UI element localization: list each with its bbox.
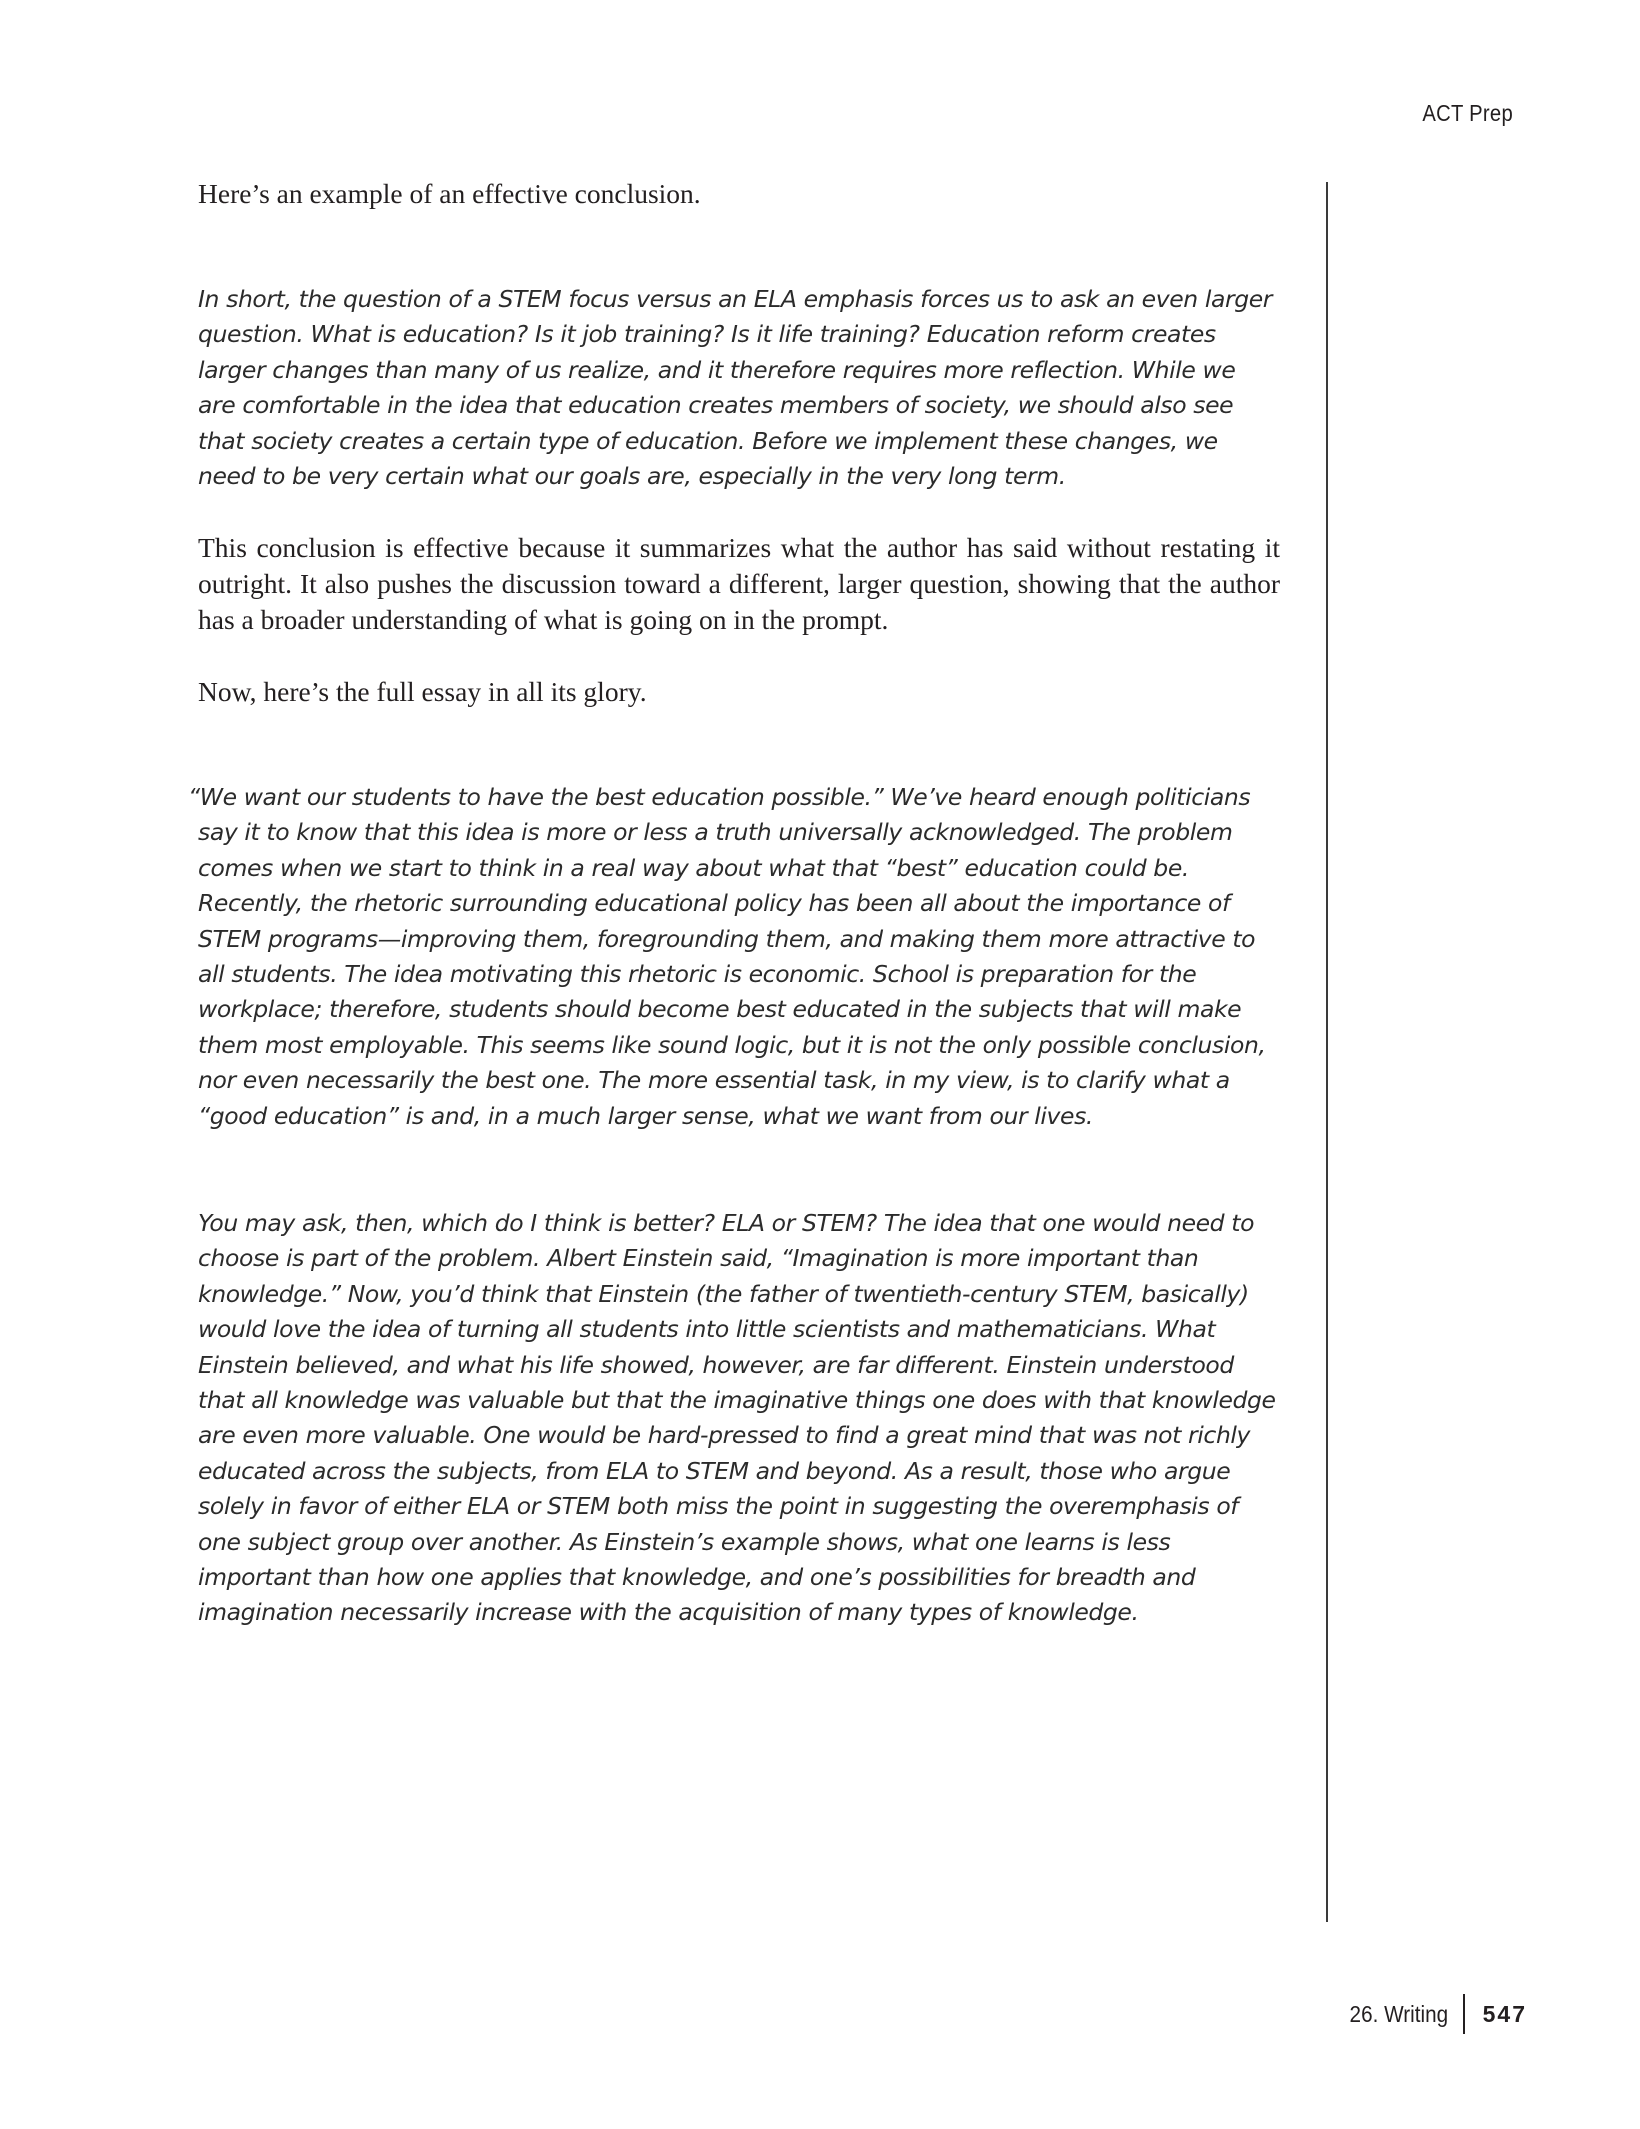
page-number: 547	[1482, 2000, 1527, 2027]
essay-paragraph-1: “We want our students to have the best education possible.” We’ve heard enough politicians say it to know that this idea is more or less a truth universally acknowledged. The problem comes when we start to think in a real way about what that “best” education could be. Recently, the rhetoric surrounding educational policy has been all about the importance of STEM programs—improving them, foregrounding them, and making them more attractive to all students. The idea motivating this rhetoric is economic. School is preparation for the workplace; therefore, students should become best educated in the subjects that will make them most employable. This seems like sound logic, but it is not the only possible conclusion, nor even necessarily the best one. The more essential task, in my view, is to clarify what a “good education” is and, in a much larger sense, what we want from our lives.	[188, 783, 1266, 1130]
running-head: ACT Prep	[1422, 100, 1513, 126]
transition-text: Now, here’s the full essay in all its glory.	[198, 676, 647, 707]
margin-rule	[1326, 182, 1328, 1922]
chapter-label: 26. Writing	[1349, 2000, 1449, 2027]
intro-text: Here’s an example of an effective conclusion.	[198, 178, 701, 209]
essay-paragraph-2: You may ask, then, which do I think is better? ELA or STEM? The idea that one would need to choose is part of the problem. Albert Einstein said, “Imagination is more important than knowledge.” Now, you’d think that Einstein (the father of twentieth-century STEM, basically) would love the idea of turning all students into little scientists and mathematicians. What Einstein believed, and what his life showed, however, are far different. Einstein understood that all knowledge was valuable but that the imaginative things one does with that knowledge are even more valuable. One would be hard-pressed to find a great mind that was not richly educated across the subjects, from ELA to STEM and beyond. As a result, those who argue solely in favor of either ELA or STEM both miss the point in suggesting the overemphasis of one subject group over another. As Einstein’s example shows, what one learns is less important than how one applies that knowledge, and one’s possibilities for breadth and imagination necessarily increase with the acquisition of many types of knowledge.	[198, 1209, 1276, 1627]
analysis-text: This conclusion is effective because it summarizes what the author has said without restating it outright. It also pushes the discussion toward a different, larger question, showing that the author has a broader understanding of what is going on in the prompt.	[198, 532, 1280, 635]
sample-conclusion: In short, the question of a STEM focus versus an ELA emphasis forces us to ask an even larger question. What is education? Is it job training? Is it life training? Education reform creates larger changes than many of us realize, and it therefore requires more reflection. While we are comfortable in the idea that education creates members of society, we should also see that society creates a certain type of education. Before we implement these changes, we need to be very certain what our goals are, especially in the very long term.	[198, 285, 1273, 491]
page-footer	[1337, 1994, 1527, 2034]
